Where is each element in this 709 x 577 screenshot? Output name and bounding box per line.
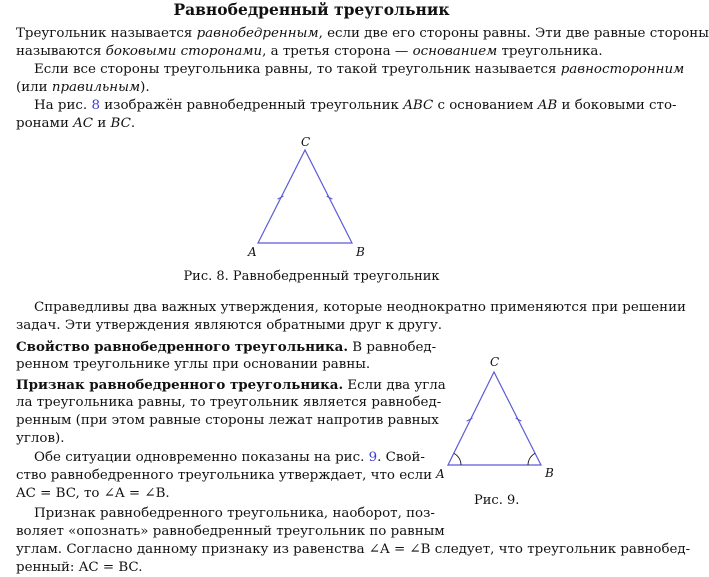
paragraph-definition-line-1: Треугольник называется равнобедренным, если две его стороны равны. Эти две равные стороны <box>16 26 709 41</box>
paragraph-both-line-1: Обе ситуации одновременно показаны на рис. 9. Свой- <box>34 450 425 465</box>
angle-a-arc <box>454 453 461 465</box>
property-line-1: Свойство равнобедренного треугольника. В равнобед- <box>16 339 437 355</box>
triangle-sides-9 <box>448 372 541 465</box>
criterion-line-4: углов). <box>16 431 65 446</box>
figure-9-triangle <box>448 372 541 465</box>
paragraph-converse-line-2: воляет «опознать» равнобедренный треугольник по равным <box>16 524 445 539</box>
paragraph-converse-line-3: углам. Согласно данному признаку из равенства ∠A = ∠B следует, что треугольник равнобед- <box>16 542 691 557</box>
criterion-line-2: ла треугольника равны, то треугольник является равнобед- <box>16 395 442 410</box>
paragraph-figure-ref-line-2: ронами AC и BC. <box>16 116 136 131</box>
triangle-abc <box>258 150 352 243</box>
paragraph-equilateral-line-1: Если все стороны треугольника равны, то такой треугольник называется равносторонним <box>34 62 685 77</box>
criterion-line-1: Признак равнобедренного треугольника. Если два угла <box>16 377 446 393</box>
paragraph-converse-line-1: Признак равнобедренного треугольника, наоборот, поз- <box>34 506 435 521</box>
vertex-b-label-9: B <box>545 466 554 480</box>
criterion-line-3: ренным (при этом равные стороны лежат напротив равных <box>16 413 439 428</box>
vertex-c-label-9: C <box>490 355 500 369</box>
vertex-a-label: A <box>248 245 257 259</box>
paragraph-statements-line-1: Справедливы два важных утверждения, которые неоднократно применяются при решении <box>34 300 686 315</box>
figure-8-link[interactable]: 8 <box>91 98 100 113</box>
vertex-b-label: B <box>356 245 365 259</box>
figure-9-caption: Рис. 9. <box>474 493 520 508</box>
angle-b-arc <box>528 453 535 465</box>
figure-8-caption: Рис. 8. Равнобедренный треугольник <box>183 269 440 284</box>
paragraph-equilateral-line-2: (или правильным). <box>16 80 150 95</box>
paragraph-both-line-3: AC = BC, то ∠A = ∠B. <box>16 486 170 501</box>
figure-9-link[interactable]: 9 <box>368 450 378 465</box>
paragraph-converse-line-4: ренный: AC = BC. <box>16 560 143 575</box>
paragraph-both-line-2: ство равнобедренного треугольника утверждает, что если <box>16 468 433 483</box>
vertex-c-label: C <box>301 135 311 149</box>
vertex-a-label-9: A <box>436 467 445 481</box>
triangle-sides <box>258 150 352 243</box>
paragraph-statements-line-2: задач. Эти утверждения являются обратными друг к другу. <box>16 318 442 333</box>
property-line-2: ренном треугольнике углы при основании равны. <box>16 357 371 372</box>
paragraph-figure-ref-line-1: На рис. 8 изображён равнобедренный треугольник ABC с основанием AB и боковыми сто- <box>34 98 677 113</box>
page-title: Равнобедренный треугольник <box>173 0 450 19</box>
paragraph-definition-line-2: называются боковыми сторонами, а третья сторона — основанием треугольника. <box>16 44 603 59</box>
